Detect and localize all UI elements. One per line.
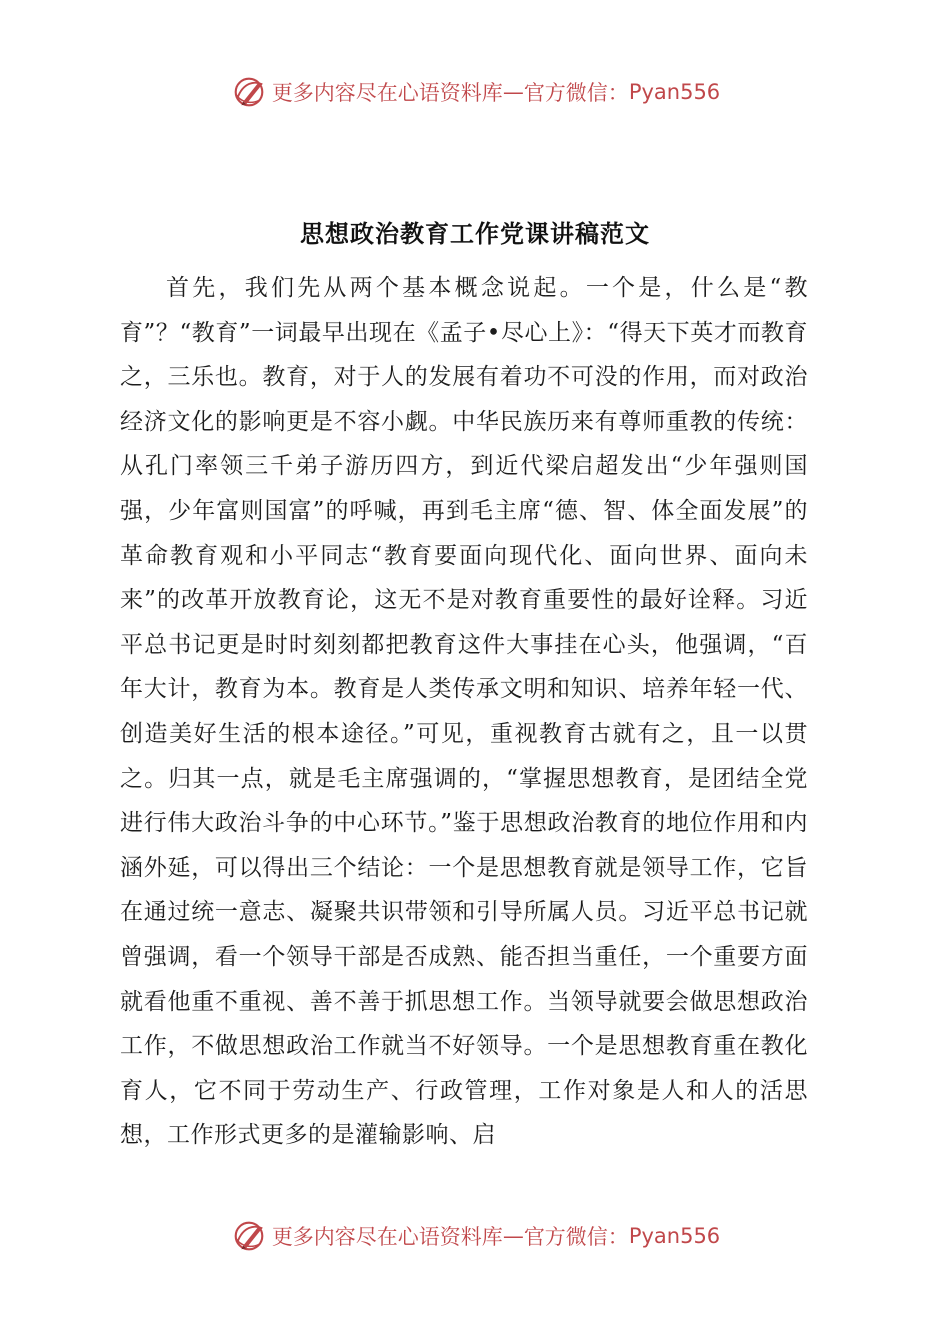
watermark-separator: —	[502, 1224, 524, 1248]
watermark-text: 更多内容尽在心语资料库	[271, 81, 503, 105]
header-watermark-banner	[0, 70, 950, 114]
watermark-wechat-label: 官方微信：	[523, 81, 629, 105]
watermark-separator: —	[502, 80, 524, 104]
document-body	[120, 266, 808, 1158]
watermark-text: 更多内容尽在心语资料库	[271, 1225, 503, 1249]
body-paragraph: 首先，我们先从两个基本概念说起。一个是，什么是“教育”？“教育”一词最早出现在《孟子•尽心上》：“得天下英才而教育之，三乐也。教育，对于人的发展有着功不可没的作用，而对政治经济文化的影响更是不容小觑。中华民族历来有尊师重教的传统：从孔门率领三千弟子游历四方，到近代梁启超发出“少年强则国强，少年富则国富”的呼喊，再到毛主席“德、智、体全面发展”的革命教育观和小平同志“教育要面向现代化、面向世界、面向未来”的改革开放教育论，这无不是对教育重要性的最好诠释。习近平总书记更是时时刻刻都把教育这件大事挂在心头，他强调，“百年大计，教育为本。教育是人类传承文明和知识、培养年轻一代、创造美好生活的根本途径。”可见，重视教育古就有之，且一以贯之。归其一点，就是毛主席强调的，“掌握思想教育，是团结全党进行伟大政治斗争的中心环节。”鉴于思想政治教育的地位作用和内涵外延，可以得出三个结论：一个是思想教育就是领导工作，它旨在通过统一意志、凝聚共识带领和引导所属人员。习近平总书记就曾强调，看一个领导干部是否成熟、能否担当重任，一个重要方面就看他重不重视、善不善于抓思想工作。当领导就要会做思想政治工作，不做思想政治工作就当不好领导。一个是思想教育重在教化育人，它不同于劳动生产、行政管理，工作对象是人和人的活思想，工作形式更多的是灌输影响、启	[120, 275, 808, 1149]
pen-swirl-logo-icon	[230, 1217, 268, 1255]
document-title: 思想政治教育工作党课讲稿范文	[300, 219, 650, 248]
watermark-wechat-id: Pyan556	[628, 1224, 721, 1248]
watermark-wechat-label: 官方微信：	[523, 1225, 629, 1249]
watermark-wechat-id: Pyan556	[628, 80, 721, 104]
footer-watermark-banner	[0, 1214, 950, 1258]
pen-swirl-logo-icon	[230, 73, 268, 111]
